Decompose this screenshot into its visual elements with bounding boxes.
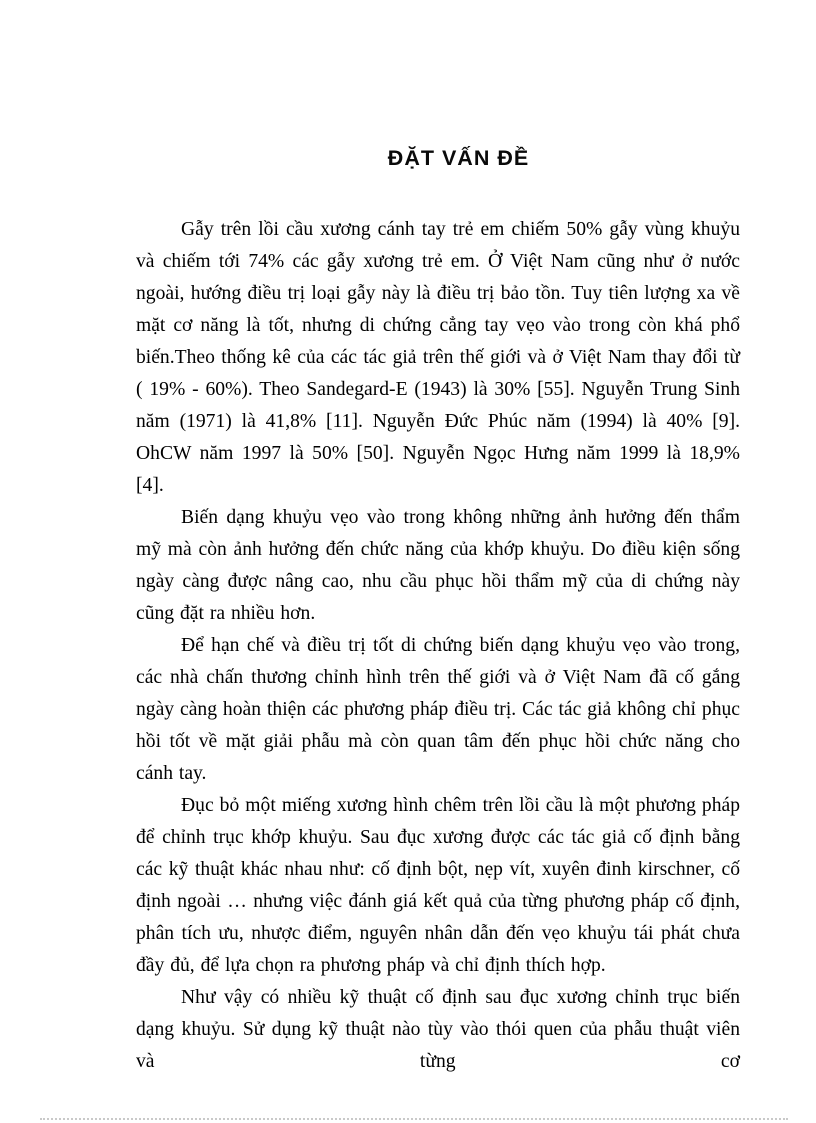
- paragraph-treatment-improvement: Để hạn chế và điều trị tốt di chứng biến dạng khuỷu vẹo vào trong, các nhà chấn thương chỉnh hình trên thế giới và ở Việt Nam đã cố gắng ngày càng hoàn thiện các phương pháp điều trị. Các tác giả không chỉ phục hồi tốt về mặt giải phẫu mà còn quan tâm đến phục hồi chức năng cho cánh tay.: [136, 635, 740, 784]
- page-title: ĐẶT VẤN ĐỀ: [387, 146, 530, 170]
- page-break-divider: [40, 1118, 788, 1120]
- paragraph-osteotomy-methods: Đục bỏ một miếng xương hình chêm trên lồi cầu là một phương pháp để chỉnh trục khớp khuỷu. Sau đục xương được các tác giả cố định bằng các kỹ thuật khác nhau như: cố định bột, nẹp vít, xuyên đinh kirschner, cố định ngoài … nhưng việc đánh giá kết quả của từng phương pháp cố định, phân tích ưu, nhược điểm, nguyên nhân dẫn đến vẹo khuỷu tái phát chưa đầy đủ, để lựa chọn ra phương pháp và chỉ định thích hợp.: [136, 795, 740, 976]
- document-body: [136, 214, 740, 1078]
- paragraph-deformity-impact: Biến dạng khuỷu vẹo vào trong không những ảnh hưởng đến thẩm mỹ mà còn ảnh hưởng đến chức năng của khớp khuỷu. Do điều kiện sống ngày càng được nâng cao, nhu cầu phục hồi thẩm mỹ của di chứng này cũng đặt ra nhiều hơn.: [136, 507, 740, 624]
- paragraph-fracture-statistics: Gẫy trên lồi cầu xương cánh tay trẻ em chiếm 50% gẫy vùng khuỷu và chiếm tới 74% các gẫy xương trẻ em. Ở Việt Nam cũng như ở nước ngoài, hướng điều trị loại gẫy này là điều trị bảo tồn. Tuy tiên lượng xa về mặt cơ năng là tốt, nhưng di chứng cẳng tay vẹo vào trong còn khá phổ biến.Theo thống kê của các tác giả trên thế giới và ở Việt Nam thay đổi từ ( 19% - 60%). Theo Sandegard-E (1943) là 30% [55]. Nguyễn Trung Sinh năm (1971) là 41,8% [11]. Nguyễn Đức Phúc năm (1994) là 40% [9]. OhCW năm 1997 là 50% [50]. Nguyễn Ngọc Hưng năm 1999 là 18,9% [4].: [136, 219, 740, 496]
- paragraph-technique-choice: Như vậy có nhiều kỹ thuật cố định sau đục xương chỉnh trục biến dạng khuỷu. Sử dụng kỹ thuật nào tùy vào thói quen của phẫu thuật viên và từng cơ: [136, 987, 740, 1072]
